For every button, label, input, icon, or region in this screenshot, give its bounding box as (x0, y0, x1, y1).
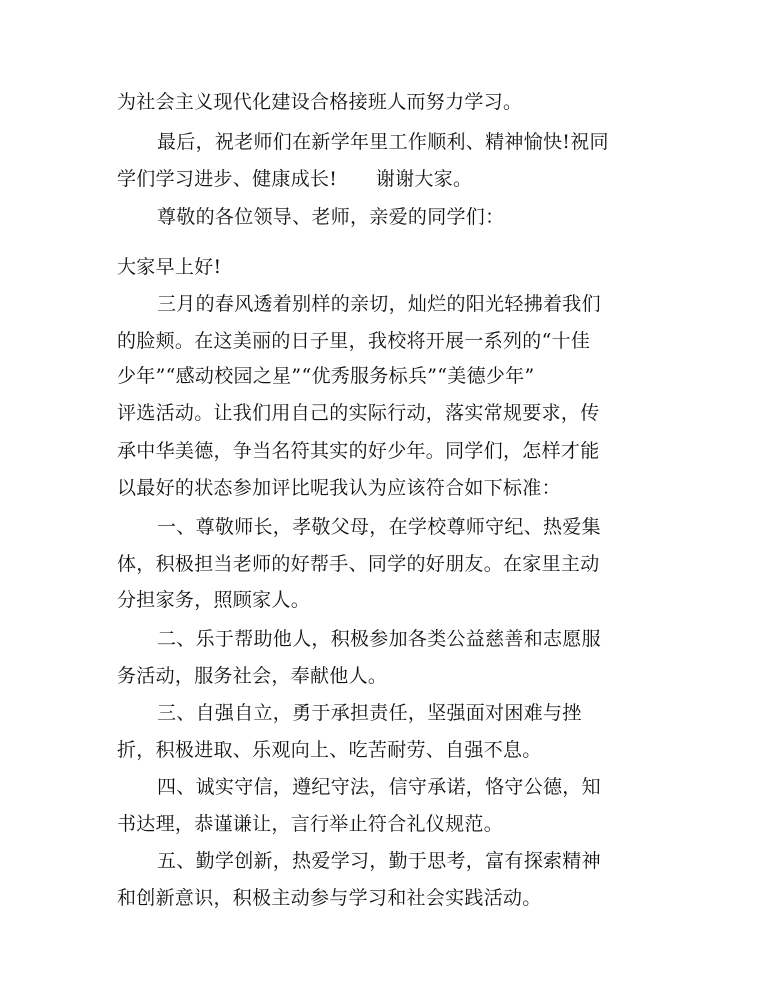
text-line: 为社会主义现代化建设合格接班人而努力学习。 (117, 91, 523, 113)
text-line: 务活动，服务社会，奉献他人。 (117, 665, 388, 687)
text-line: 最后，祝老师们在新学年里工作顺利、精神愉快!祝同 (157, 131, 609, 153)
text-line: 尊敬的各位领导、老师，亲爱的同学们： (157, 206, 505, 228)
text-line: 四、诚实守信，遵纪守法，信守承诺，恪守公德，知 (157, 776, 601, 798)
text-line: 评选活动。让我们用自己的实际行动，落实常规要求，传 (117, 402, 600, 424)
text-line: 分担家务，照顾家人。 (117, 589, 311, 611)
text-line: 承中华美德，争当名符其实的好少年。同学们，怎样才能 (117, 440, 600, 462)
text-line: 折，积极进取、乐观向上、吃苦耐劳、自强不息。 (117, 739, 542, 761)
text-line: 二、乐于帮助他人，积极参加各类公益慈善和志愿服 (157, 628, 601, 650)
text-line: 大家早上好! (117, 256, 222, 278)
text-line: 少年”“感动校园之星”“优秀服务标兵”“美德少年” (117, 365, 535, 387)
text-line: 一、尊敬师长，孝敬父母，在学校尊师守纪、热爱集 (157, 516, 601, 538)
text-line: 五、勤学创新，热爱学习，勤于思考，富有探索精神 (157, 850, 601, 872)
text-line: 体，积极担当老师的好帮手、同学的好朋友。在家里主动 (117, 553, 600, 575)
text-line: 以最好的状态参加评比呢我认为应该符合如下标准： (117, 477, 561, 499)
text-line: 三、自强自立，勇于承担责任，坚强面对困难与挫 (157, 702, 582, 724)
text-line: 书达理，恭谨谦让，言行举止符合礼仪规范。 (117, 813, 504, 835)
text-line: 学们学习进步、健康成长! 谢谢大家。 (117, 168, 473, 190)
text-line: 三月的春风透着别样的亲切，灿烂的阳光轻拂着我们 (157, 293, 601, 315)
text-line: 的脸颊。在这美丽的日子里，我校将开展一系列的“十佳 (117, 330, 591, 352)
text-line: 和创新意识，积极主动参与学习和社会实践活动。 (117, 887, 542, 909)
